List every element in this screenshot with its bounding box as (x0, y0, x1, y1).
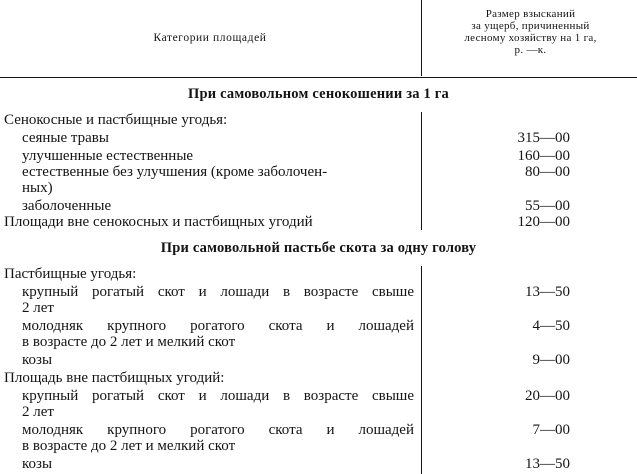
row-value: 80—00 (525, 164, 570, 180)
row-label: заболоченные (22, 198, 112, 214)
header-amount-line-4: р. —к. (514, 44, 547, 56)
row-label: крупный рогатый скот и лошади в возрасте свыше (22, 284, 414, 300)
header-amount (424, 8, 637, 56)
header-amount-line-3: лесному хозяйству на 1 га, (464, 32, 597, 44)
row-label: улучшенные естественные (22, 148, 194, 164)
group-label: Площадь вне пастбищных угодий: (4, 370, 225, 386)
row-value: 315—00 (517, 130, 570, 146)
row-value: 20—00 (525, 388, 570, 404)
group-label: Сенокосные и пастбищные угодья: (4, 112, 228, 128)
header-categories: Категории площадей (153, 32, 267, 44)
row-label-continuation: в возрасте до 2 лет и мелкий скот (22, 334, 236, 350)
row-value: 120—00 (517, 214, 570, 230)
header-amount-line-2: за ущерб, причиненный (471, 20, 590, 32)
row-value: 7—00 (532, 422, 570, 438)
row-label: козы (22, 456, 53, 472)
row-value: 4—50 (532, 318, 570, 334)
row-label: молодняк крупного рогатого скота и лошадей (22, 318, 414, 334)
row-label-continuation: 2 лет (22, 300, 54, 316)
row-value: 160—00 (517, 148, 570, 164)
row-label: козы (22, 352, 53, 368)
row-label: молодняк крупного рогатого скота и лошадей (22, 422, 414, 438)
row-label-continuation: 2 лет (22, 404, 54, 420)
row-value: 55—00 (525, 198, 570, 214)
row-label: сеяные травы (22, 130, 109, 146)
row-value: 13—50 (525, 284, 570, 300)
section-2-title: При самовольной пастьбе скота за одну голову (160, 240, 477, 256)
section-1-title: При самовольном сенокошении за 1 га (187, 86, 450, 102)
row-label: крупный рогатый скот и лошади в возрасте свыше (22, 388, 414, 404)
section-1-divider (421, 112, 422, 230)
row-label-continuation: ных) (22, 180, 53, 196)
row-value: 9—00 (532, 352, 570, 368)
group-label: Пастбищные угодья: (4, 266, 137, 282)
header-divider (421, 0, 422, 76)
row-label: естественные без улучшения (кроме заболочен- (22, 164, 328, 180)
row-label: Площади вне сенокосных и пастбищных угодий (4, 214, 313, 230)
section-2-divider (421, 266, 422, 474)
header-bottom-rule (0, 77, 637, 78)
row-label-continuation: в возрасте до 2 лет и мелкий скот (22, 438, 236, 454)
row-value: 13—50 (525, 456, 570, 472)
header-amount-line-1: Размер взысканий (485, 8, 576, 20)
